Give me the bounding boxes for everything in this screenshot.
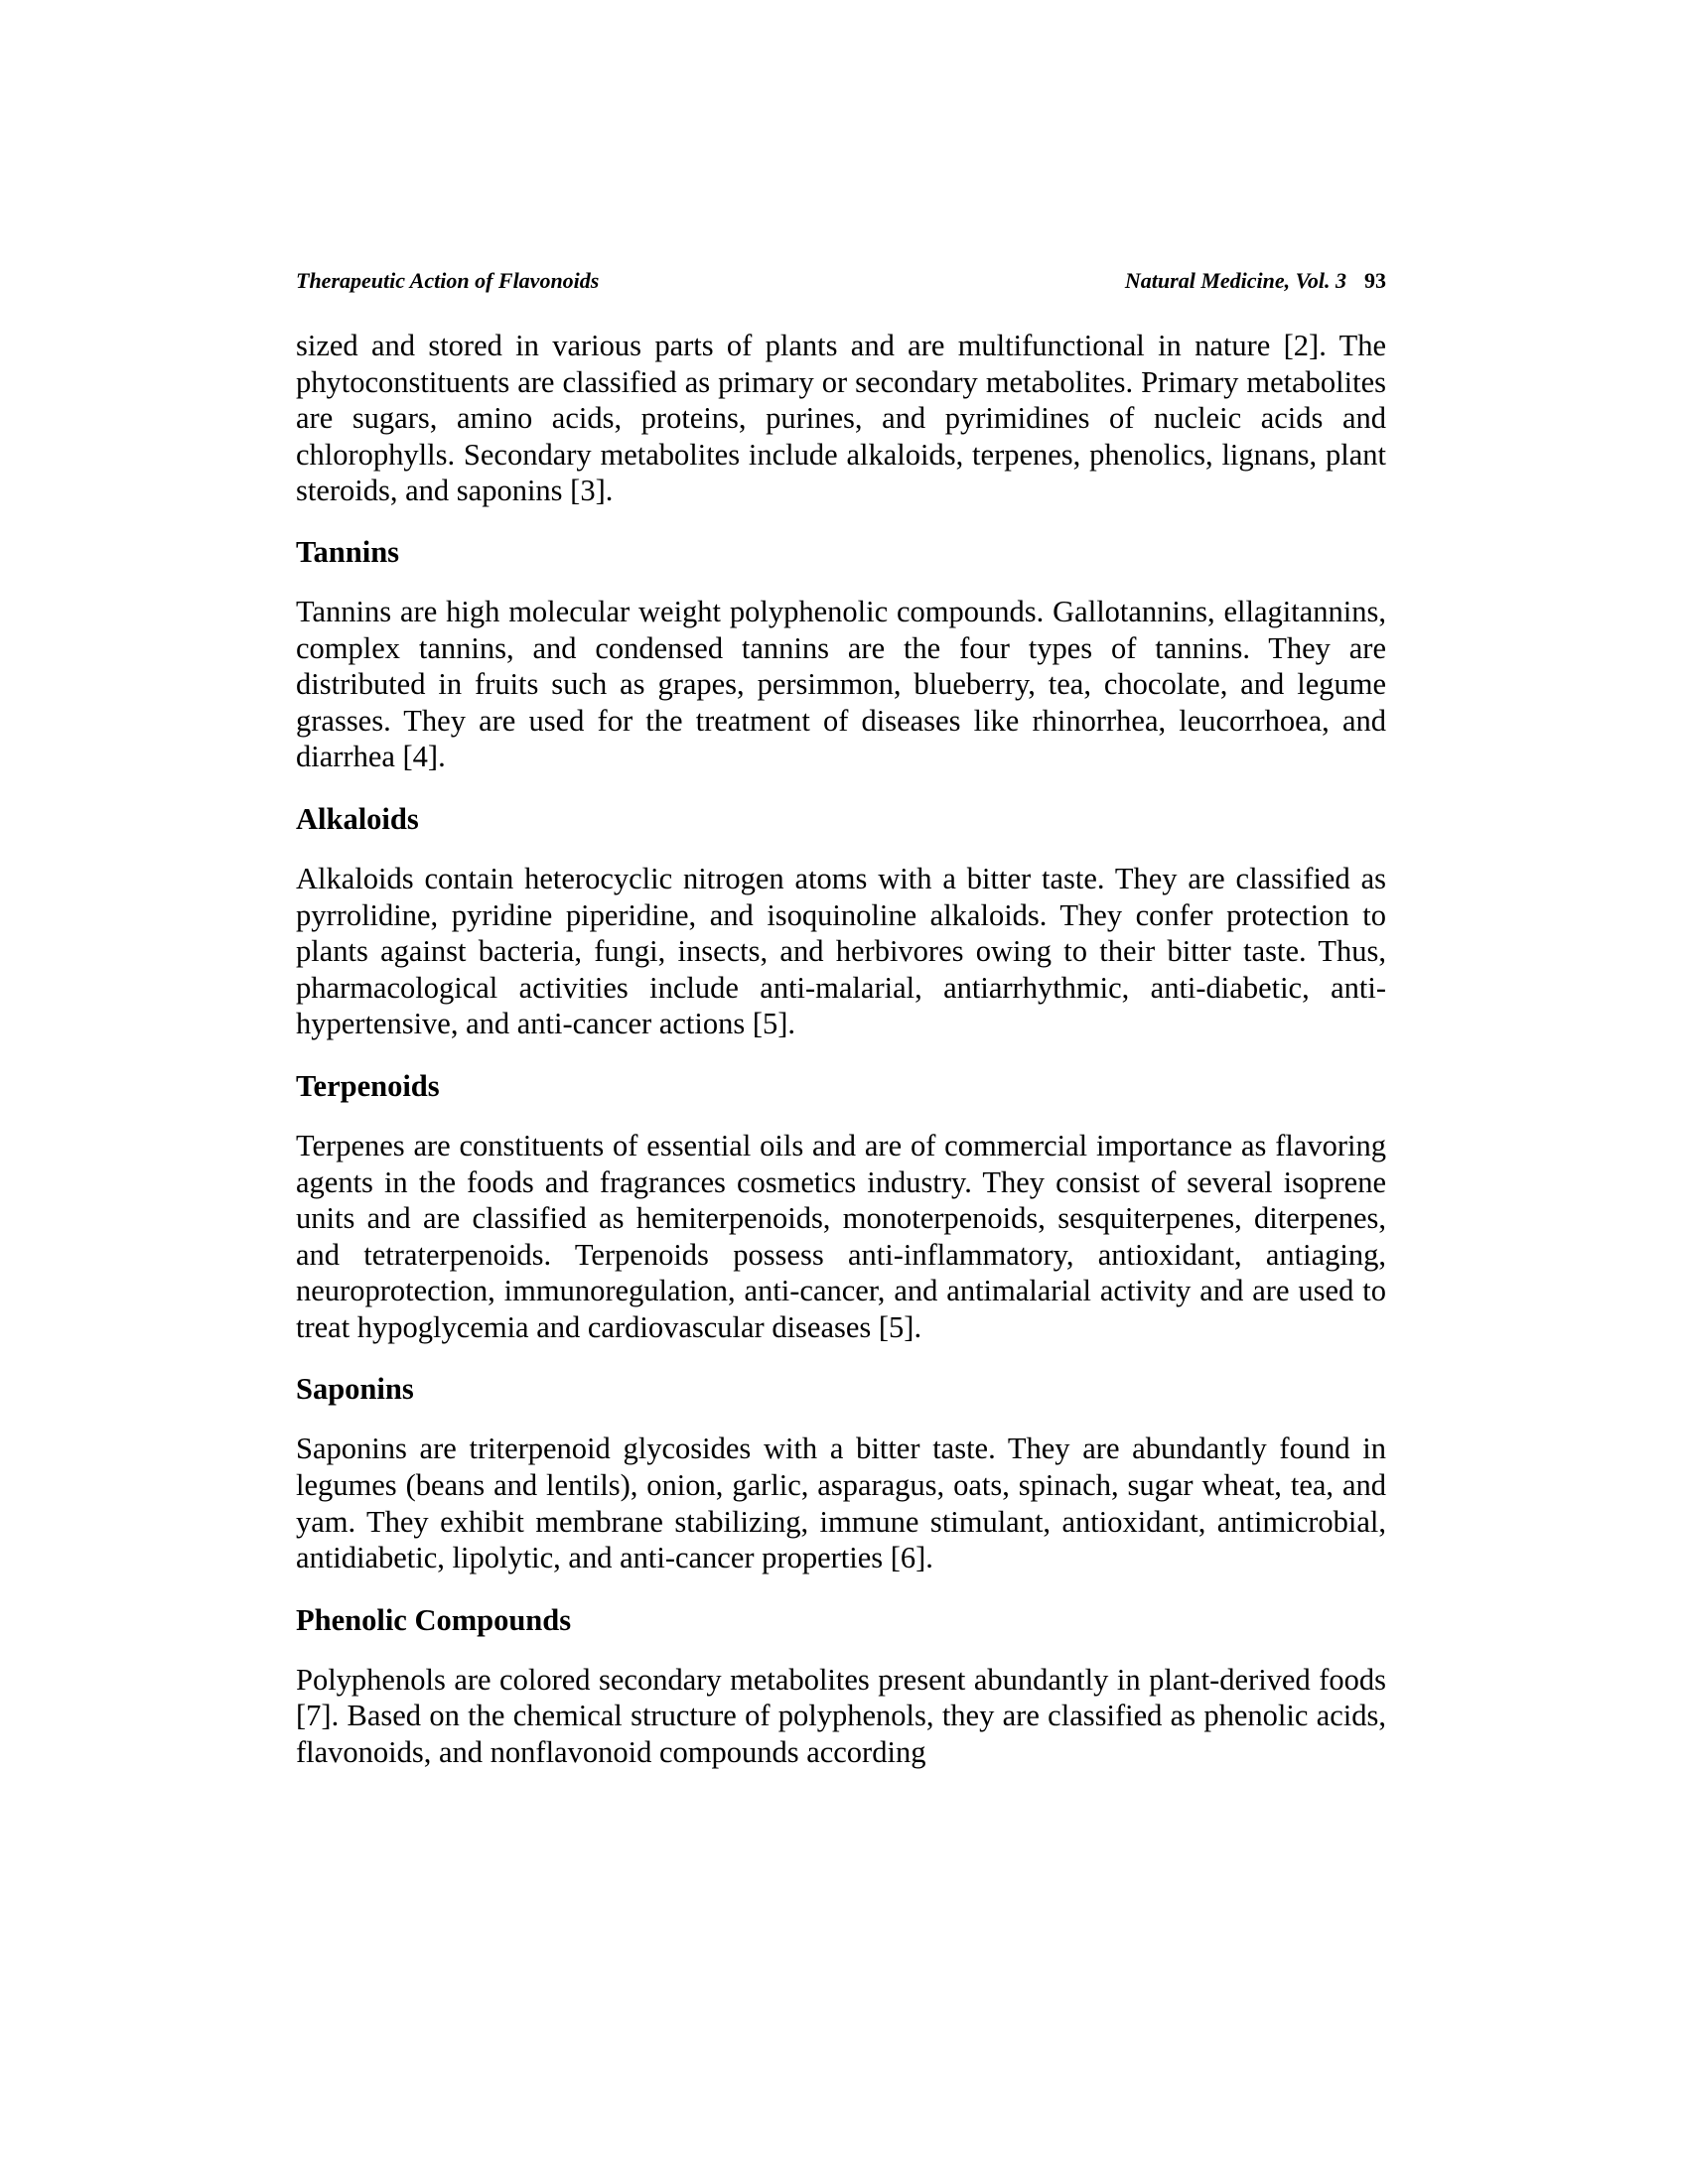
section-phenolic-compounds bbox=[296, 1602, 1386, 1771]
section-alkaloids bbox=[296, 801, 1386, 1042]
section-paragraph: Polyphenols are colored secondary metabolites present abundantly in plant-derived foods [7]. Based on the chemical structure of polyphenols, they are classified as phenolic acids, flavonoids, and nonflavonoid compounds according bbox=[296, 1662, 1386, 1770]
running-header bbox=[296, 268, 1386, 294]
section-heading: Terpenoids bbox=[296, 1068, 440, 1103]
document-page bbox=[296, 268, 1386, 1771]
section-saponins bbox=[296, 1371, 1386, 1575]
section-terpenoids bbox=[296, 1068, 1386, 1346]
page-number: 93 bbox=[1364, 268, 1386, 293]
section-heading: Alkaloids bbox=[296, 801, 419, 836]
section-paragraph: Saponins are triterpenoid glycosides with a bitter taste. They are abundantly found in legumes (beans and lentils), onion, garlic, asparagus, oats, spinach, sugar wheat, tea, and yam. They exhibit membrane stabilizing, immune stimulant, antioxidant, antimicrobial, antidiabetic, lipolytic, and anti-cancer properties [6]. bbox=[296, 1432, 1386, 1575]
section-tannins bbox=[296, 534, 1386, 775]
running-header-right bbox=[1125, 268, 1386, 294]
running-header-title: Therapeutic Action of Flavonoids bbox=[296, 268, 600, 293]
journal-volume: Natural Medicine, Vol. 3 bbox=[1124, 268, 1346, 293]
section-paragraph: Tannins are high molecular weight polyphenolic compounds. Gallotannins, ellagitannins, complex tannins, and condensed tannins are the four types of tannins. They are distributed in fruits such as grapes, persimmon, blueberry, tea, chocolate, and legume grasses. They are used for the treatment of diseases like rhinorrhea, leucorrhoea, and diarrhea [4]. bbox=[296, 594, 1386, 774]
intro-paragraph: sized and stored in various parts of plants and are multifunctional in nature [2]. The phytoconstituents are classified as primary or secondary metabolites. Primary metabolites are sugars, amino acids, proteins, purines, and pyrimidines of nucleic acids and chlorophylls. Secondary metabolites include alkaloids, terpenes, phenolics, lignans, plant steroids, and saponins [3]. bbox=[296, 329, 1386, 508]
section-paragraph: Alkaloids contain heterocyclic nitrogen atoms with a bitter taste. They are classified as pyrrolidine, pyridine piperidine, and isoquinoline alkaloids. They confer protection to plants against bacteria, fungi, insects, and herbivores owing to their bitter taste. Thus, pharmacological activities include anti-malarial, antiarrhythmic, anti-diabetic, anti-hypertensive, and anti-cancer actions [5]. bbox=[296, 861, 1386, 1041]
section-paragraph: Terpenes are constituents of essential oils and are of commercial importance as flavoring agents in the foods and fragrances cosmetics industry. They consist of several isoprene units and are classified as hemiterpenoids, monoterpenoids, sesquiterpenes, diterpenes, and tetraterpenoids. Terpenoids possess anti-inflammatory, antioxidant, antiaging, neuroprotection, immunoregulation, anti-cancer, and antimalarial activity and are used to treat hypoglycemia and cardiovascular diseases [5]. bbox=[296, 1128, 1386, 1344]
section-heading: Tannins bbox=[296, 534, 400, 569]
page-content bbox=[296, 328, 1386, 1771]
section-heading: Saponins bbox=[296, 1372, 414, 1407]
section-heading: Phenolic Compounds bbox=[296, 1602, 572, 1637]
